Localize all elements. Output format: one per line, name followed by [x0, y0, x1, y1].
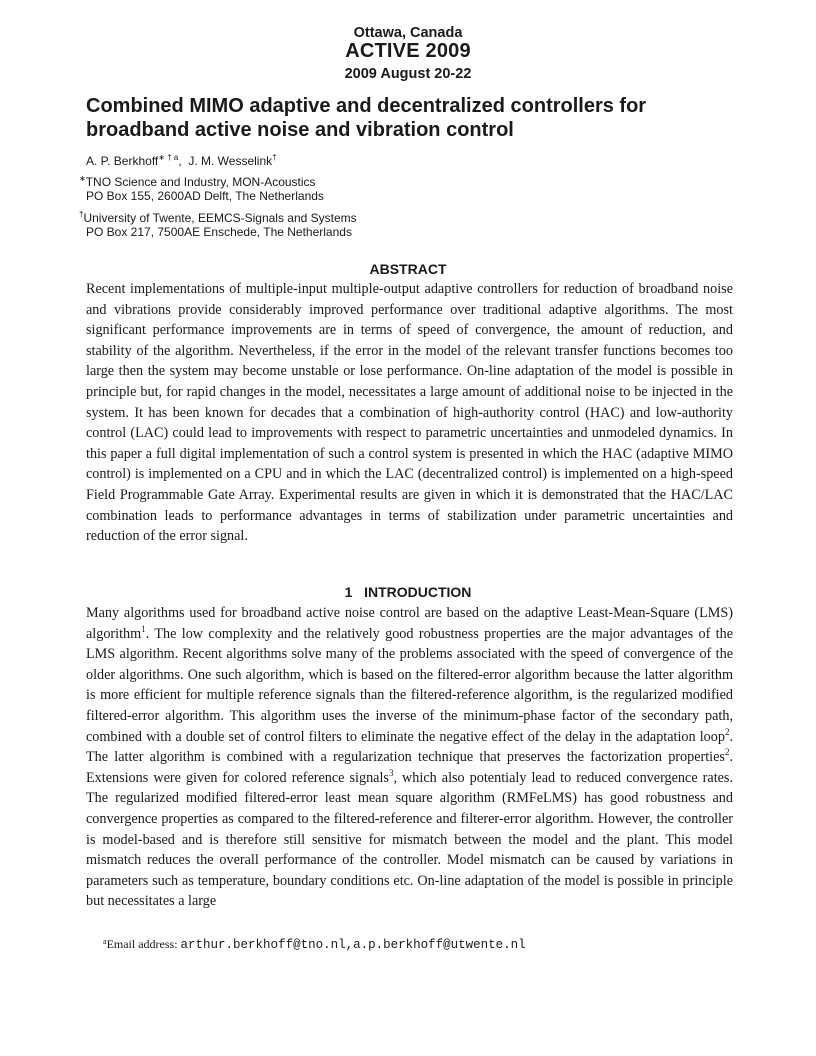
- footnote-mark: a: [103, 937, 107, 946]
- affiliation-mark: †: [79, 210, 84, 219]
- section-number: 1: [344, 584, 353, 600]
- citation: 3: [388, 767, 394, 778]
- author-marks: ∗ † a: [158, 153, 179, 162]
- section-title: INTRODUCTION: [364, 584, 472, 600]
- footnote-label: Email address:: [106, 937, 181, 951]
- introduction-text: Many algorithms used for broadband active noise control are based on the adaptive Least-Mean-Square (LMS) algorithm$^1$. The low complexity and the relatively good robustness properties are the major advantages of the LMS algorithm. Recent algorithms solve many of the problems associated with the speed of convergence of the older algorithms. One such algorithm, which is based on the filtered-error algorithm because the latter algorithm is more efficient for multiple reference signals than the filtered-reference algorithm, is the regularized modified filtered-error algorithm. This algorithm uses the inverse of the minimum-phase factor of the secondary path, combined with a double set of control filters to eliminate the negative effect of the delay in the adaptation loop$^2$. The latter algorithm is combined with a regularization technique that preserves the factorization properties$^2$. Extensions were given for colored reference signals$^3$, which also potentialy lead to reduced convergence rates. The regularized modified filtered-error least mean square algorithm (RMFeLMS) has good robustness and convergence properties as compared to the filtered-reference and filterer-error algorithm. However, the controller is model-based and is therefore still sensitive for mismatch between the model and the plant. This model mismatch reduces the overall performance of the controller. Model mismatch can be caused by variations in parameters such as temperature, boundary conditions etc. On-line adaptation of the model is possible in principle but necessitates a large: [86, 605, 733, 910]
- affiliation: [79, 211, 357, 239]
- conference-location: Ottawa, Canada: [353, 25, 463, 41]
- footnote: [103, 937, 526, 952]
- author-separator: ,: [178, 154, 182, 168]
- abstract-text: Recent implementations of multiple-input multiple-output adaptive controllers for reduction of broadband noise and vibrations provide considerably improved performance over traditional adaptive algorithms. The most significant performance improvements are in terms of speed of convergence, the amount of reduction, and stability of the algorithm. Nevertheless, if the error in the model of the relevant transfer functions becomes too large then the system may become unstable or lose performance. On-line adaptation of the model is possible in principle but, for rapid changes in the model, necessitates a large amount of additional noise to be injected in the system. It has been known for decades that a combination of high-authority control (HAC) and low-authority control (LAC) could lead to improvements with respect to parametric uncertainties and unmodeled dynamics. In this paper a full digital implementation of such a control system is presented in which the HAC (adaptive MIMO control) is implemented on a CPU and in which the LAC (decentralized control) is implemented on a high-speed Field Programmable Gate Array. Experimental results are given in which it is demonstrated that the HAC/LAC combination leads to performance advantages in terms of stabilization under parametric uncertainties and reduction of the error signal.: [86, 281, 733, 545]
- section-heading: [0, 584, 816, 600]
- author-marks: †: [272, 153, 277, 162]
- conference-name: ACTIVE 2009: [345, 40, 471, 62]
- paper-title: Combined MIMO adaptive and decentralized controllers for broadband active noise and vibration control: [86, 95, 647, 141]
- affiliation-line: University of Twente, EEMCS-Signals and Systems: [83, 211, 357, 225]
- citation: 2: [724, 726, 730, 737]
- author-name: A. P. Berkhoff: [86, 154, 159, 168]
- citation: 2: [724, 747, 730, 758]
- affiliation-line: TNO Science and Industry, MON-Acoustics: [85, 175, 316, 189]
- affiliation-mark: ∗: [79, 174, 86, 183]
- affiliation-line: PO Box 217, 7500AE Enschede, The Netherlands: [86, 225, 352, 239]
- author-name: J. M. Wesselink: [188, 154, 273, 168]
- footnote-emails[interactable]: arthur.berkhoff@tno.nl,a.p.berkhoff@utwente.nl: [180, 938, 526, 952]
- author-list: [86, 154, 277, 168]
- conference-date: 2009 August 20-22: [344, 66, 472, 82]
- abstract-heading: ABSTRACT: [369, 261, 447, 277]
- affiliation: [79, 175, 324, 203]
- affiliation-line: PO Box 155, 2600AD Delft, The Netherlands: [86, 189, 324, 203]
- citation: 1: [141, 623, 146, 634]
